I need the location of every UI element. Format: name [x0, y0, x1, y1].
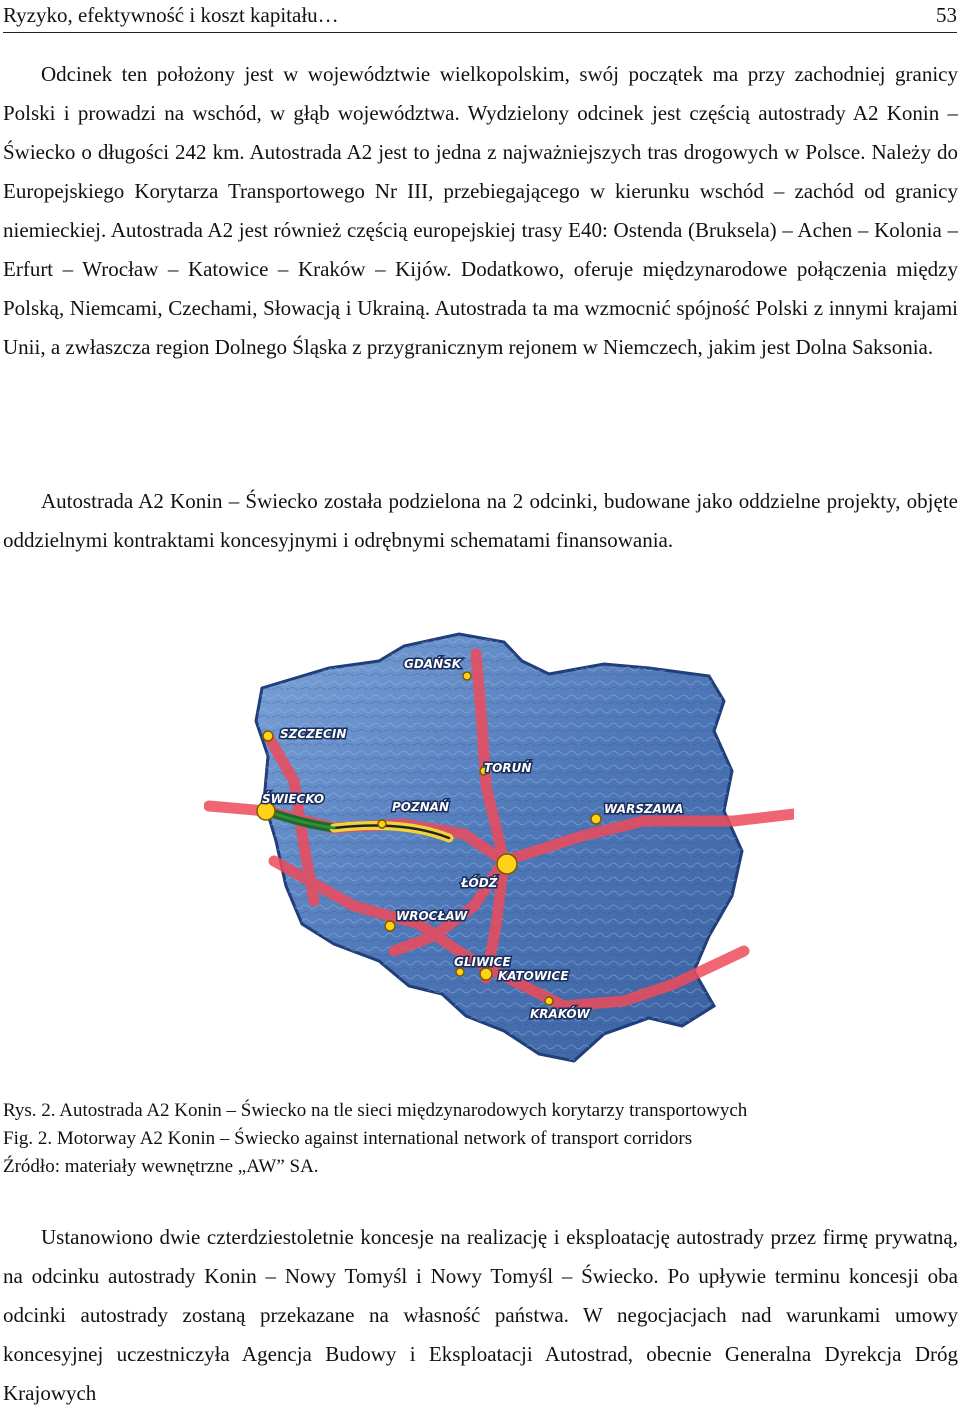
body-paragraph: Odcinek ten położony jest w województwie wielkopolskim, swój początek ma przy zachodniej granicy Polski i prowadzi na wschód, w głąb województwa. Wydzielony odcinek jest częścią autostrady A2 Konin – Świecko o długości 242 km. Autostrada A2 jest to jedna z najważniejszych tras drogowych w Polsce. Należy do Europejskiego Korytarza Transportowego Nr III, przebiegającego w kierunku wschód – zachód od granicy niemieckiej. Autostrada A2 jest również częścią europejskiej trasy E40: Ostenda (Bruksela) – Achen – Kolonia – Erfurt – Wrocław – Katowice – Kraków – Kijów. Dodatkowo, oferuje międzynarodowe połączenia między Polską, Niemcami, Czechami, Słowacją i Ukrainą. Autostrada ta ma wzmocnić spójność Polski z innymi krajami Unii, a zwłaszcza region Dolnego Śląska z przygranicznym rejonem w Niemczech, jakim jest Dolna Saksonia. [3, 62, 958, 359]
city-dot-gdansk [463, 672, 471, 680]
label-swiecko: ŚWIECKO [262, 792, 325, 806]
label-gdansk: GDAŃSK [404, 657, 462, 671]
label-lodz: ŁÓDŹ [461, 876, 498, 890]
city-dot-warszawa [591, 814, 601, 824]
label-wroclaw: WROCŁAW [396, 909, 468, 923]
label-krakow: KRAKÓW [530, 1007, 590, 1021]
city-dot-szczecin [263, 731, 273, 741]
label-szczecin: SZCZECIN [280, 727, 347, 741]
page-number: 53 [936, 3, 957, 27]
running-title: Ryzyko, efektywność i koszt kapitału… [3, 3, 339, 27]
city-dot-gliwice [456, 968, 464, 976]
label-gliwice: GLIWICE [454, 955, 511, 969]
city-dot-katowice [480, 968, 492, 980]
running-header [3, 2, 957, 33]
poland-corridor-map [204, 606, 794, 1088]
caption-english: Fig. 2. Motorway A2 Konin – Świecko against international network of transport corridors [3, 1128, 693, 1149]
caption-polish: Rys. 2. Autostrada A2 Konin – Świecko na tle sieci międzynarodowych korytarzy transportowych [3, 1100, 748, 1121]
city-dot-lodz [497, 854, 517, 874]
figure-captions [3, 1097, 958, 1181]
body-paragraph: Autostrada A2 Konin – Świecko została podzielona na 2 odcinki, budowane jako oddzielne projekty, objęte oddzielnymi kontraktami koncesyjnymi i odrębnymi schematami finansowania. [3, 489, 958, 552]
city-dot-wroclaw [385, 921, 395, 931]
city-dot-poznan [378, 820, 386, 828]
city-dot-krakow [545, 997, 553, 1005]
body-paragraph: Ustanowiono dwie czterdziestoletnie koncesje na realizację i eksploatację autostrady przez firmę prywatną, na odcinku autostrady Konin – Nowy Tomyśl i Nowy Tomyśl – Świecko. Po upływie terminu koncesji oba odcinki autostrady zostaną przekazane na własność państwa. W negocjacjach nad warunkami umowy koncesyjnej uczestniczyła Agencja Budowy i Eksploatacji Autostrad, obecnie Generalna Dyrekcja Dróg Krajowych [3, 1225, 958, 1405]
caption-source: Źródło: materiały wewnętrzne „AW” SA. [3, 1156, 319, 1177]
label-torun: TORUŃ [484, 761, 532, 775]
label-katowice: KATOWICE [498, 969, 569, 983]
map-svg [204, 606, 794, 1088]
label-poznan: POZNAŃ [392, 800, 450, 814]
label-warszawa: WARSZAWA [604, 802, 684, 816]
